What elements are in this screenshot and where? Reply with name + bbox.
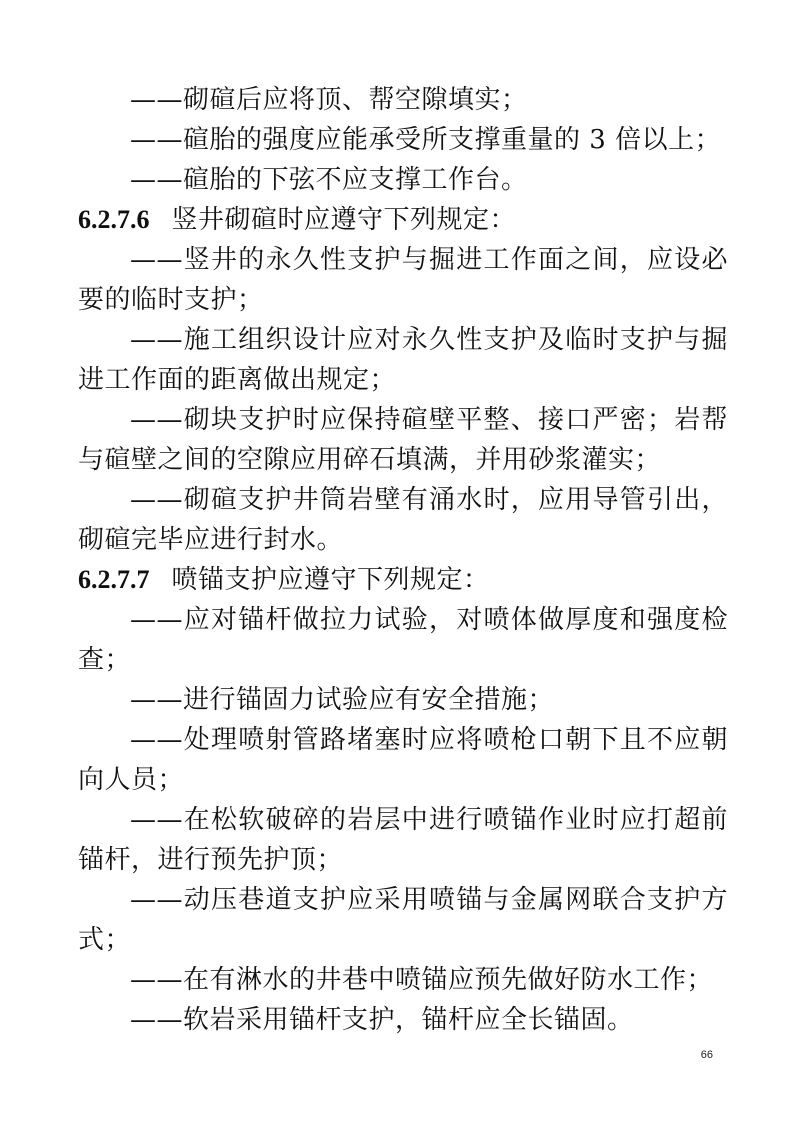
page-number: 66: [700, 1049, 713, 1061]
list-item-line: 进工作面的距离做出规定；: [78, 365, 397, 395]
list-item-line: ——砌碹支护井筒岩壁有涌水时，应用导管引出，: [130, 485, 728, 515]
list-item-line: ——砌碹后应将顶、帮空隙填实；: [130, 85, 528, 115]
list-item-line: ——碹胎的强度应能承受所支撑重量的 3 倍以上；: [130, 125, 722, 155]
list-item-line: 锚杆，进行预先护顶；: [78, 845, 344, 875]
list-item-line: 查；: [78, 645, 132, 675]
section-number: 6.2.7.6: [78, 205, 150, 234]
list-item-line: 向人员；: [78, 765, 185, 795]
section-heading-text: 竖井砌碹时应遵守下列规定：: [171, 205, 517, 235]
section-heading: [78, 560, 728, 600]
section-number: 6.2.7.7: [78, 565, 150, 594]
list-item-line: 要的临时支护；: [78, 285, 264, 315]
list-item-line: ——进行锚固力试验应有安全措施；: [130, 685, 555, 715]
list-item-line: ——在松软破碎的岩层中进行喷锚作业时应打超前: [130, 805, 728, 835]
list-item-line: ——碹胎的下弦不应支撑工作台。: [130, 165, 528, 195]
list-item-line: ——砌块支护时应保持碹壁平整、接口严密；岩帮: [130, 405, 728, 435]
list-item-line: ——施工组织设计应对永久性支护及临时支护与掘: [130, 325, 728, 355]
list-item-line: 与碹壁之间的空隙应用碎石填满，并用砂浆灌实；: [78, 445, 662, 475]
list-item-line: ——动压巷道支护应采用喷锚与金属网联合支护方: [130, 885, 728, 915]
section-heading-text: 喷锚支护应遵守下列规定：: [171, 565, 490, 595]
list-item-line: ——软岩采用锚杆支护，锚杆应全长锚固。: [130, 1005, 634, 1035]
list-item-line: ——处理喷射管路堵塞时应将喷枪口朝下且不应朝: [130, 725, 728, 755]
list-item-line: 式；: [78, 925, 132, 955]
list-item-line: 砌碹完毕应进行封水。: [78, 525, 344, 555]
list-item-line: ——在有淋水的井巷中喷锚应预先做好防水工作；: [130, 965, 714, 995]
list-item-line: ——应对锚杆做拉力试验，对喷体做厚度和强度检: [130, 605, 728, 635]
section-heading: [78, 200, 728, 240]
list-item-line: ——竖井的永久性支护与掘进工作面之间，应设必: [130, 245, 728, 275]
